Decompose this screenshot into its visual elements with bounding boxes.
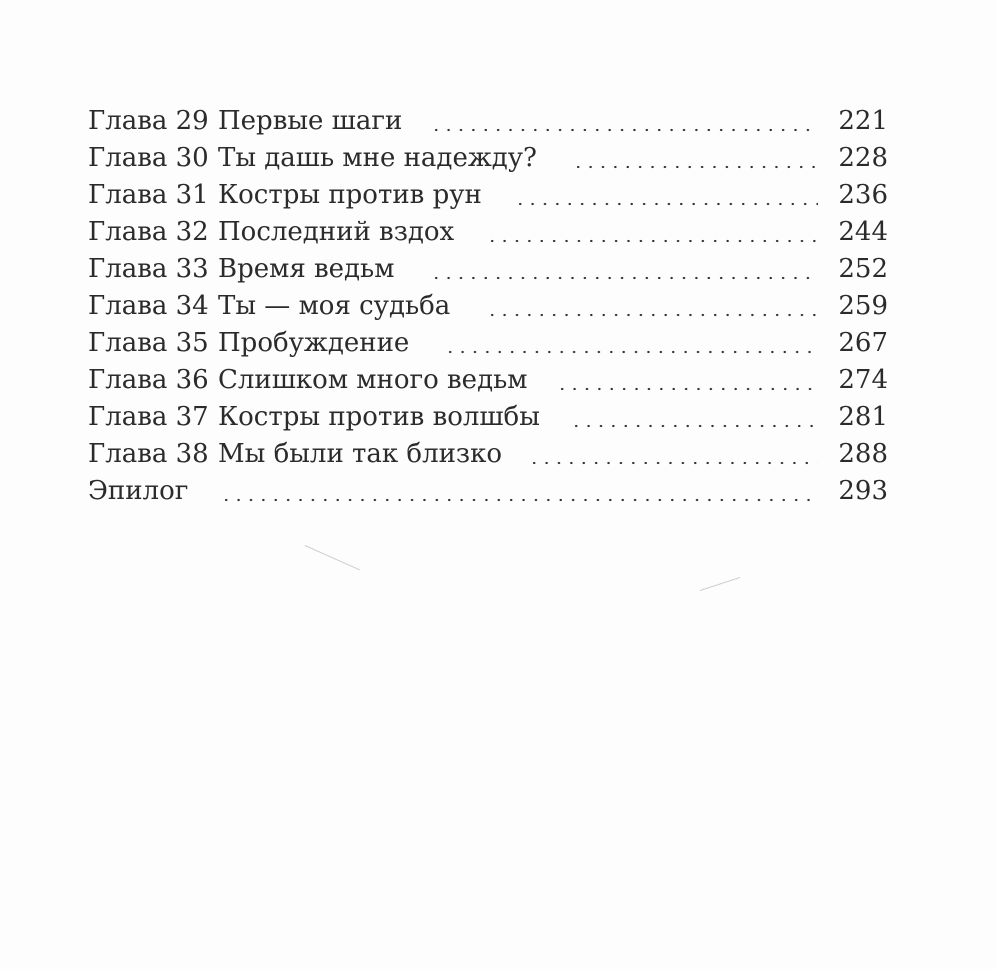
toc-entry-34 — [88, 288, 888, 325]
page-number: 293 — [838, 476, 888, 506]
chapter-title: Последний вздох — [218, 217, 455, 247]
dot-leader — [430, 128, 818, 132]
dot-leader — [486, 239, 818, 243]
dot-leader — [220, 498, 818, 502]
chapter-title: Время ведьм — [218, 254, 395, 284]
dot-leader — [430, 276, 818, 280]
dot-leader — [514, 202, 818, 206]
dot-leader — [572, 165, 818, 169]
page-number: 288 — [838, 439, 888, 469]
chapter-number: Глава 36 — [88, 365, 209, 395]
chapter-number: Глава 32 — [88, 217, 209, 247]
chapter-title: Костры против волшбы — [218, 402, 540, 432]
page-number: 221 — [838, 106, 888, 136]
chapter-number: Глава 31 — [88, 180, 209, 210]
toc-entry-36 — [88, 362, 888, 399]
table-of-contents — [88, 103, 888, 510]
page-number: 228 — [838, 143, 888, 173]
toc-entry-30 — [88, 140, 888, 177]
chapter-title: Ты дашь мне надежду? — [218, 143, 537, 173]
chapter-number: Глава 34 — [88, 291, 209, 321]
paper-scuff-mark — [305, 545, 360, 570]
chapter-number: Глава 30 — [88, 143, 209, 173]
chapter-number: Глава 29 — [88, 106, 209, 136]
page-number: 252 — [838, 254, 888, 284]
chapter-number: Глава 37 — [88, 402, 209, 432]
toc-entry-35 — [88, 325, 888, 362]
toc-entry-epilogue — [88, 473, 888, 510]
toc-entry-32 — [88, 214, 888, 251]
dot-leader — [486, 313, 818, 317]
toc-entry-29 — [88, 103, 888, 140]
page-number: 244 — [838, 217, 888, 247]
dot-leader — [528, 461, 818, 465]
chapter-title: Пробуждение — [218, 328, 410, 358]
chapter-title: Костры против рун — [218, 180, 482, 210]
chapter-title: Первые шаги — [218, 106, 403, 136]
paper-scuff-mark — [700, 577, 740, 591]
page-number: 274 — [838, 365, 888, 395]
dot-leader — [444, 350, 818, 354]
chapter-title: Слишком много ведьм — [218, 365, 528, 395]
chapter-number: Глава 33 — [88, 254, 209, 284]
page-number: 281 — [838, 402, 888, 432]
epilogue-title: Эпилог — [88, 476, 189, 506]
toc-entry-33 — [88, 251, 888, 288]
page-number: 236 — [838, 180, 888, 210]
chapter-number: Глава 35 — [88, 328, 209, 358]
chapter-title: Мы были так близко — [218, 439, 503, 469]
dot-leader — [556, 387, 818, 391]
page-number: 267 — [838, 328, 888, 358]
toc-entry-38 — [88, 436, 888, 473]
page-number: 259 — [838, 291, 888, 321]
toc-entry-31 — [88, 177, 888, 214]
dot-leader — [570, 424, 818, 428]
chapter-number: Глава 38 — [88, 439, 209, 469]
toc-entry-37 — [88, 399, 888, 436]
chapter-title: Ты — моя судьба — [218, 291, 451, 321]
